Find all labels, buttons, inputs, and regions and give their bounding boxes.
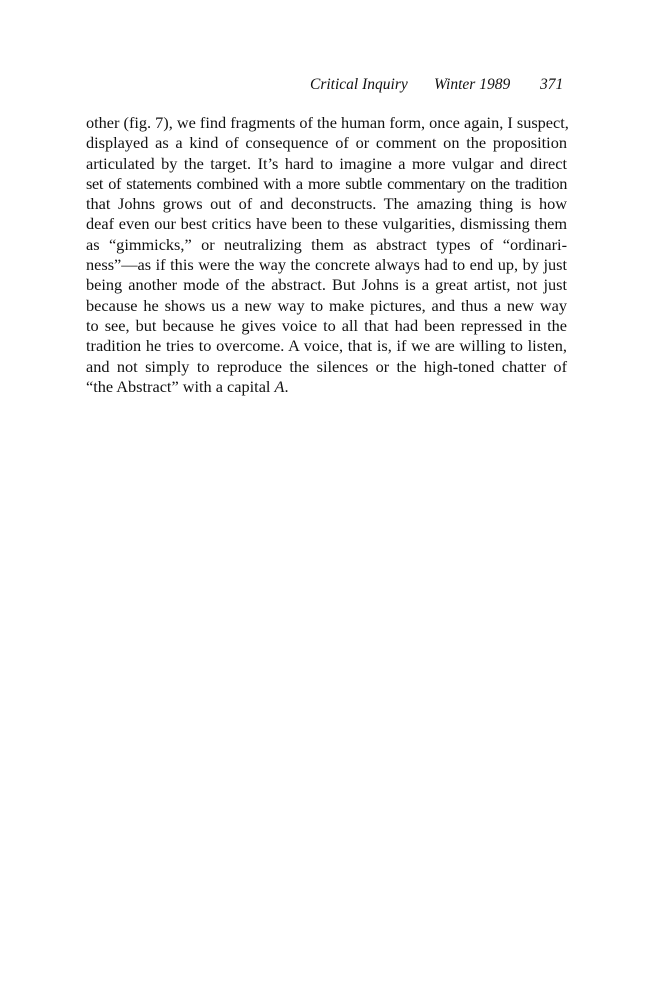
running-head [0, 76, 648, 98]
text-line: as “gimmicks,” or neutralizing them as abstract types of “ordinari- [86, 234, 567, 254]
text-line: set of statements combined with a more subtle commentary on the tradition [86, 173, 567, 193]
body-paragraph [86, 113, 567, 397]
final-line-text: “the Abstract” with a capital [86, 376, 275, 396]
text-line: ness”—as if this were the way the concrete always had to end up, by just [86, 255, 567, 275]
italic-letter: A [274, 376, 285, 396]
page-number: 371 [540, 76, 564, 93]
text-line: and not simply to reproduce the silences or the high-toned chatter of [86, 356, 567, 376]
text-line: tradition he tries to overcome. A voice, that is, if we are willing to listen, [86, 336, 567, 356]
text-line-final [86, 377, 567, 397]
issue-date: Winter 1989 [434, 76, 511, 93]
text-line: articulated by the target. It’s hard to imagine a more vulgar and direct [86, 153, 567, 173]
text-line: being another mode of the abstract. But Johns is a great artist, not just [86, 275, 567, 295]
journal-title: Critical Inquiry [310, 76, 408, 93]
text-line: other (fig. 7), we find fragments of the human form, once again, I suspect, [86, 113, 569, 132]
final-period: . [284, 376, 289, 396]
text-line: that Johns grows out of and deconstructs. The amazing thing is how [86, 194, 567, 214]
text-line: to see, but because he gives voice to all that had been repressed in the [86, 315, 567, 335]
text-line: because he shows us a new way to make pictures, and thus a new way [86, 295, 567, 315]
text-line: deaf even our best critics have been to these vulgarities, dismissing them [86, 214, 567, 234]
text-line: displayed as a kind of consequence of or comment on the proposition [86, 133, 567, 153]
